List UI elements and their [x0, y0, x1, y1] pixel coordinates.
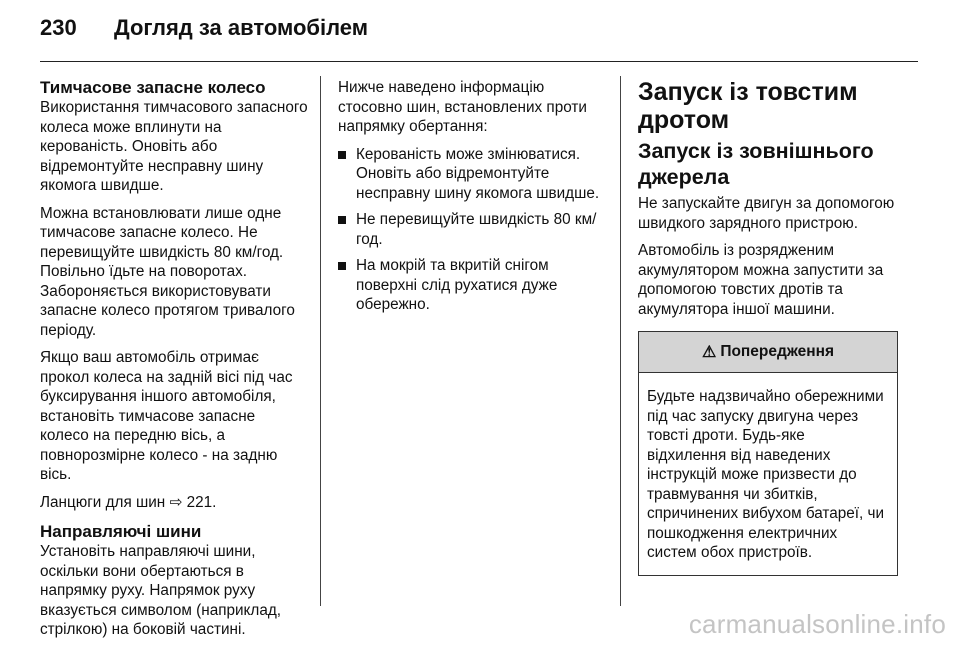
warning-box [638, 331, 898, 576]
paragraph-no-fast-charger: Не запускайте двигун за допомогою швидкого зарядного пристрою. [638, 195, 895, 232]
bullet-square-icon [338, 151, 346, 159]
heading-jump-start: Запуск із товстим дротом [638, 78, 858, 134]
warning-text: Будьте надзвичайно обережними під час запуску двигуна через товсті дроти. Будь-яке відхилення від наведених інструкцій може призвести до травмування чи збитків, спричинених вибухом батареї, чи пошкодження електричних систем обох пристроїв. [647, 388, 885, 561]
column-divider-2 [620, 76, 621, 606]
paragraph-tire-chains [40, 493, 308, 513]
page-reference-icon: ⇨ [169, 493, 183, 511]
column-divider-1 [320, 76, 321, 606]
column-middle [338, 78, 608, 322]
bullet-square-icon [338, 216, 346, 224]
paragraph-spare-limits: Можна встановлювати лише одне тимчасове запасне колесо. Не перевищуйте швидкість 80 км/год. Повільно їдьте на поворотах. Забороняється використовувати запасне колесо протягом тривалого періоду. [40, 204, 295, 339]
heading-temporary-spare: Тимчасове запасне колесо [40, 78, 266, 97]
column-right [638, 78, 900, 576]
header-divider [40, 61, 918, 62]
watermark: carmanualsonline.info [688, 609, 946, 639]
heading-external-source: Запуск із зовнішнього джерела [638, 139, 874, 189]
page-number: 230 [40, 15, 77, 40]
bullet-list [338, 145, 608, 315]
list-item: Не перевищуйте швидкість 80 км/год. [338, 210, 608, 249]
tire-chains-text: Ланцюги для шин [40, 493, 170, 511]
paragraph-spare-towing: Якщо ваш автомобіль отримає прокол колеса на задній вісі під час буксирування іншого автомобіля, встановіть тимчасове запасне колесо на передню вісь, а повнорозмірне колесо - на задню вісь. [40, 349, 293, 483]
paragraph-jump-start-info: Автомобіль із розрядженим акумулятором можна запустити за допомогою товстих дротів та акумулятора іншої машини. [638, 242, 884, 318]
warning-title: Попередження [720, 343, 835, 360]
warning-triangle-icon: ⚠ [701, 344, 717, 361]
warning-body [639, 373, 897, 575]
heading-directional-tires: Направляючі шини [40, 522, 202, 541]
list-item: Керованість може змінюватися. Оновіть або відремонтуйте несправну шину якомога швидше. [338, 145, 608, 204]
paragraph-reverse-tires-intro: Нижче наведено інформацію стосовно шин, встановлених проти напрямку обертання: [338, 79, 587, 135]
paragraph-spare-usage: Використання тимчасового запасного колеса може вплинути на керованість. Оновіть або відремонтуйте несправну шину якомога швидше. [40, 99, 308, 194]
warning-header [639, 332, 897, 373]
paragraph-directional-tires: Установіть направляючі шини, оскільки вони обертаються в напрямку руху. Напрямок руху вказується символом (наприклад, стрілкою) на боковій частині. [40, 543, 282, 638]
list-item: На мокрій та вкритій снігом поверхні слід рухатися дуже обережно. [338, 256, 608, 315]
page-title: Догляд за автомобілем [114, 15, 369, 40]
tire-chains-page-ref[interactable]: 221. [186, 493, 217, 511]
column-left [40, 78, 308, 648]
page-header [40, 8, 368, 48]
bullet-square-icon [338, 262, 346, 270]
